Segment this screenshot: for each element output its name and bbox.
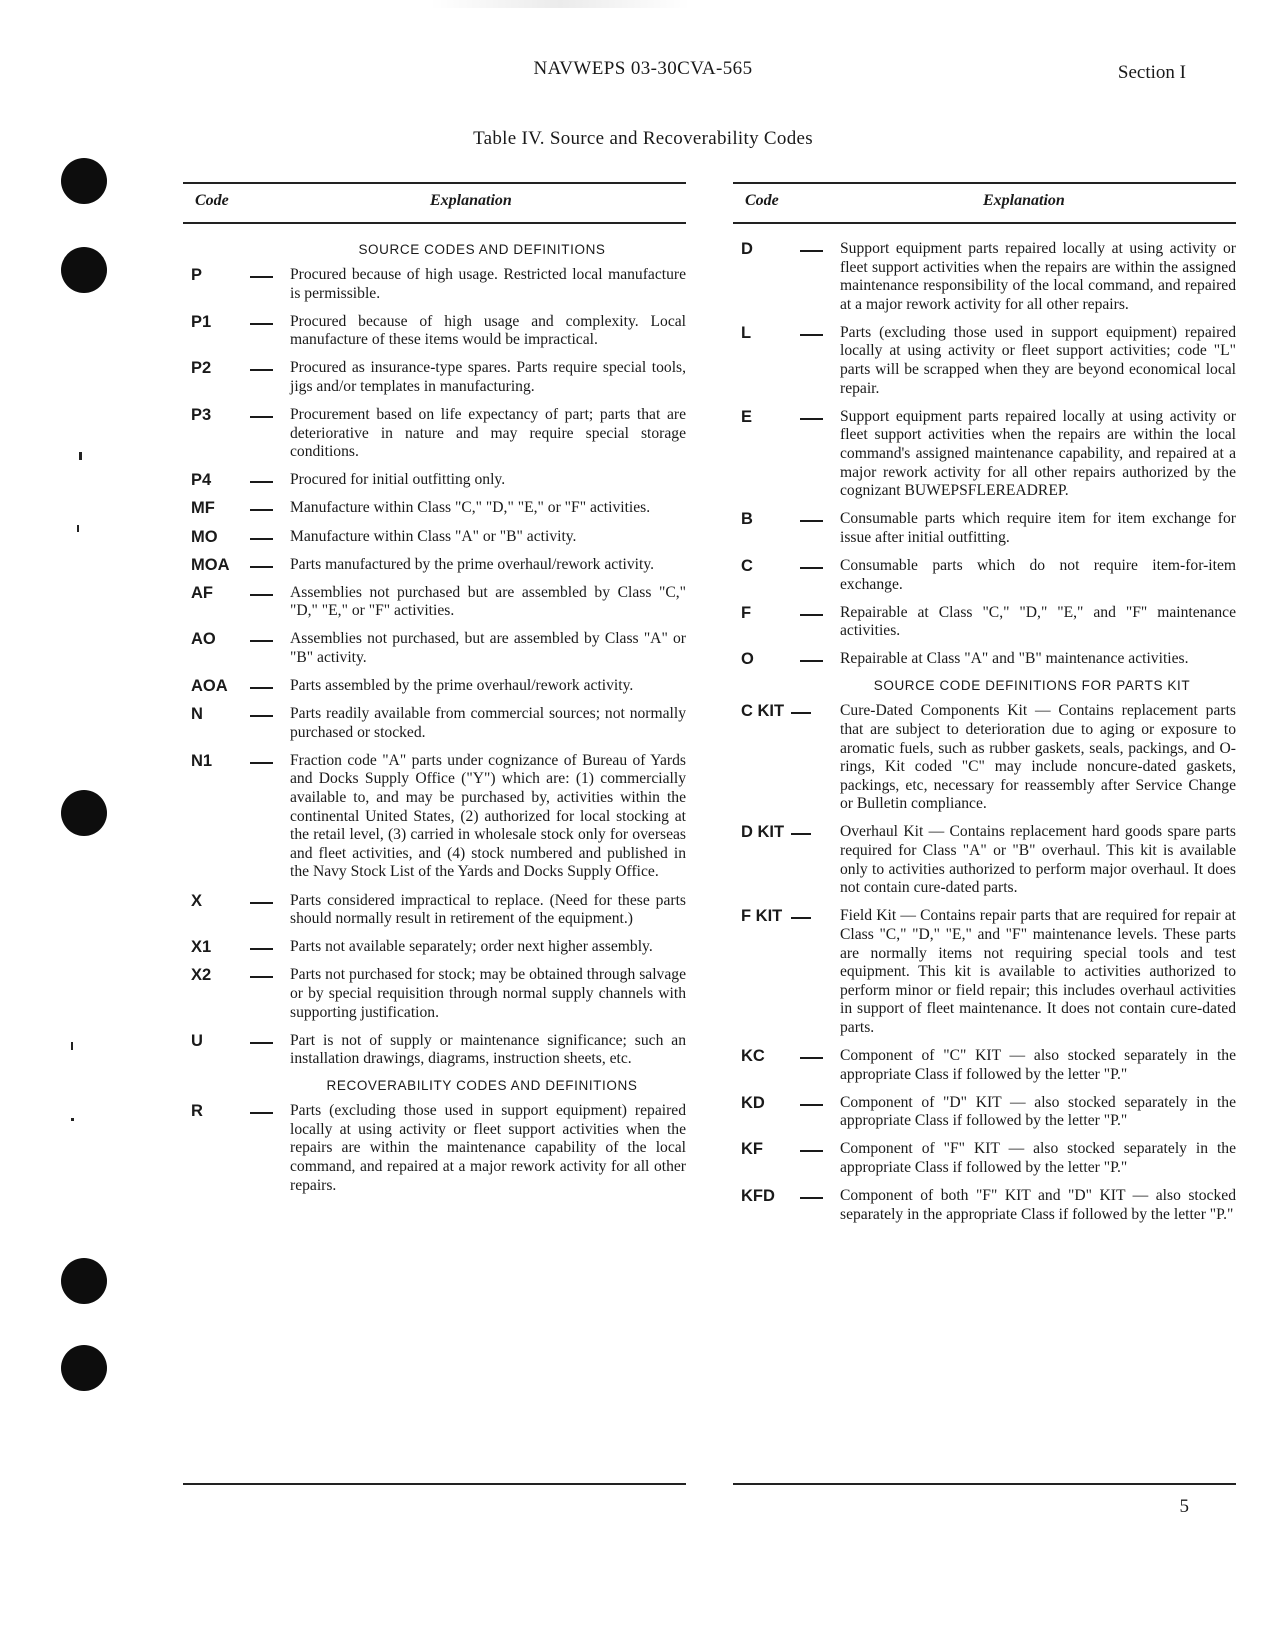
code-entry xyxy=(183,1032,686,1069)
code-entry xyxy=(183,313,686,350)
em-dash-separator xyxy=(250,902,273,904)
column-headers xyxy=(183,192,686,214)
code-label: AOA xyxy=(191,677,228,696)
code-label: C KIT xyxy=(741,702,785,721)
column-headers xyxy=(733,192,1236,214)
code-entry xyxy=(183,677,686,696)
code-label: P2 xyxy=(191,359,212,378)
binder-hole-2 xyxy=(61,247,107,293)
code-explanation: Support equipment parts repaired locally at using activity or fleet support activities when the repairs are within the assigned maintenance responsibility of the local command, and repaired at a major rework activity for all other repairs. xyxy=(840,240,1236,313)
code-entry xyxy=(733,1140,1236,1177)
code-column-header: Code xyxy=(745,192,779,209)
code-entry xyxy=(183,630,686,667)
code-explanation: Parts not available separately; order next higher assembly. xyxy=(290,938,653,956)
code-label: B xyxy=(741,510,753,529)
em-dash-separator xyxy=(250,687,273,689)
code-explanation: Component of "D" KIT — also stocked separately in the appropriate Class if followed by the letter "P." xyxy=(840,1093,1236,1130)
code-label: C xyxy=(741,556,753,575)
em-dash-separator xyxy=(800,660,823,662)
code-explanation: Parts (excluding those used in support equipment) repaired locally at using activity or fleet support activities; code "L" parts will be scrapped when they are beyond economical local repair. xyxy=(840,323,1236,397)
code-entry xyxy=(183,499,686,518)
document-id: NAVWEPS 03-30CVA-565 xyxy=(533,58,753,79)
code-explanation: Overhaul Kit — Contains replacement hard goods spare parts required for Class "A" or "B" overhaul. This kit is available only to activities authorized to perform major overhaul. It does not contain cure-dated parts. xyxy=(840,823,1236,897)
left-column xyxy=(183,182,686,1485)
code-entry xyxy=(183,584,686,621)
code-label: N xyxy=(191,705,203,724)
em-dash-separator xyxy=(800,614,823,616)
code-explanation: Parts assembled by the prime overhaul/rework activity. xyxy=(290,677,634,695)
em-dash-separator xyxy=(250,594,273,596)
em-dash-separator xyxy=(250,948,273,950)
scan-smudge xyxy=(430,0,690,8)
code-label: X1 xyxy=(191,938,212,957)
code-label: X xyxy=(191,891,203,910)
em-dash-separator xyxy=(800,418,823,420)
code-entry xyxy=(733,650,1236,669)
em-dash-separator xyxy=(800,1197,823,1199)
em-dash-separator xyxy=(800,520,823,522)
code-entry xyxy=(183,528,686,547)
explanation-column-header: Explanation xyxy=(430,192,512,209)
code-entry xyxy=(733,907,1236,1037)
code-label: X2 xyxy=(191,966,212,985)
rule xyxy=(733,1483,1236,1485)
code-explanation: Procured because of high usage and complexity. Local manufacture of these items would be impractical. xyxy=(290,312,686,349)
binder-hole-5 xyxy=(61,1345,107,1391)
code-entry xyxy=(183,1102,686,1195)
section-heading: SOURCE CODE DEFINITIONS FOR PARTS KIT xyxy=(873,678,1191,694)
right-column xyxy=(733,182,1236,1485)
em-dash-separator xyxy=(791,917,811,919)
code-entry xyxy=(183,966,686,1022)
section-heading: RECOVERABILITY CODES AND DEFINITIONS xyxy=(326,1078,638,1094)
em-dash-separator xyxy=(250,976,273,978)
em-dash-separator xyxy=(800,1150,823,1152)
binder-hole-4 xyxy=(61,1258,107,1304)
code-entry xyxy=(183,406,686,462)
em-dash-separator xyxy=(250,369,273,371)
em-dash-separator xyxy=(250,640,273,642)
code-explanation: Parts manufactured by the prime overhaul/rework activity. xyxy=(290,555,655,573)
left-column-body xyxy=(183,240,686,1205)
code-entry xyxy=(733,702,1236,814)
code-explanation: Parts not purchased for stock; may be obtained through salvage or by special requisition through normal supply channels with supporting justification. xyxy=(290,966,686,1021)
code-label: D KIT xyxy=(741,823,785,842)
code-label: F KIT xyxy=(741,907,783,926)
code-explanation: Field Kit — Contains repair parts that are required for repair at Class "C," "D," "E," and "F" maintenance levels. These parts are normally items not requiring special tools and test equipment. This kit is available to activities authorized to perform minor or field repair; this includes overhaul activities in support of fleet maintenance. It does not contain cure-dated parts. xyxy=(840,907,1236,1036)
code-entry xyxy=(733,240,1236,314)
code-explanation: Procured for initial outfitting only. xyxy=(290,471,506,489)
code-explanation: Component of "F" KIT — also stocked separately in the appropriate Class if followed by the letter "P." xyxy=(840,1140,1236,1176)
code-explanation: Assemblies not purchased but are assembled by Class "C," "D," "E," or "F" activities. xyxy=(290,583,686,620)
code-entry xyxy=(733,324,1236,398)
code-entry xyxy=(733,823,1236,897)
code-label: R xyxy=(191,1102,203,1121)
code-label: AO xyxy=(191,630,216,649)
code-entry xyxy=(183,359,686,396)
code-label: KD xyxy=(741,1093,765,1112)
code-explanation: Parts (excluding those used in support equipment) repaired locally at using activity or fleet support activities when the repairs are within the maintenance capability of the local command, and repaired at a major rework activity for all other repairs. xyxy=(290,1102,686,1194)
code-label: P xyxy=(191,266,203,284)
code-entry xyxy=(733,510,1236,547)
code-label: F xyxy=(741,603,752,622)
code-entry xyxy=(733,1094,1236,1131)
code-label: KFD xyxy=(741,1187,775,1206)
code-explanation: Fraction code "A" parts under cognizance of Bureau of Yards and Docks Supply Office ("Y") which are: (1) commercially available to, and may be purchased by, activities within the continental United States, (2) authorized for local stocking at the retail level, (3) carried in wholesale stock only for overseas and fleet activities, and (4) stock numbered and published in the Navy Stock List of the Yards and Docks Supply Office. xyxy=(290,751,686,881)
code-explanation: Repairable at Class "C," "D," "E," and "F" maintenance activities. xyxy=(840,603,1236,640)
em-dash-separator xyxy=(250,276,273,278)
table-title: Table IV. Source and Recoverability Codes xyxy=(473,128,813,149)
code-label: KC xyxy=(741,1046,765,1065)
rule xyxy=(183,182,686,184)
code-entry xyxy=(183,471,686,490)
code-entry xyxy=(733,1047,1236,1084)
code-label: L xyxy=(741,323,752,342)
em-dash-separator xyxy=(791,833,811,835)
code-explanation: Consumable parts which require item for item exchange for issue after initial outfitting. xyxy=(840,510,1236,546)
code-explanation: Component of both "F" KIT and "D" KIT — also stocked separately in the appropriate Class if followed by the letter "P." xyxy=(840,1187,1236,1223)
em-dash-separator xyxy=(250,323,273,325)
rule xyxy=(183,1483,686,1485)
code-entry xyxy=(183,938,686,957)
em-dash-separator xyxy=(800,334,823,336)
em-dash-separator xyxy=(800,1104,823,1106)
code-explanation: Procurement based on life expectancy of part; parts that are deteriorative in nature and may require special storage conditions. xyxy=(290,406,686,461)
em-dash-separator xyxy=(250,566,273,568)
code-entry xyxy=(733,557,1236,594)
code-entry xyxy=(183,705,686,742)
code-label: P1 xyxy=(191,312,212,331)
em-dash-separator xyxy=(250,715,273,717)
code-entry xyxy=(733,1187,1236,1224)
em-dash-separator xyxy=(250,416,273,418)
code-explanation: Repairable at Class "A" and "B" maintenance activities. xyxy=(840,650,1189,668)
code-label: O xyxy=(741,650,754,669)
code-explanation: Parts readily available from commercial sources; not normally purchased or stocked. xyxy=(290,705,686,741)
code-explanation: Procured as insurance-type spares. Parts require special tools, jigs and/or templates in manufacturing. xyxy=(290,359,686,395)
code-label: U xyxy=(191,1031,203,1050)
em-dash-separator xyxy=(250,481,273,483)
code-explanation: Cure-Dated Components Kit — Contains replacement parts that are subject to deterioration due to aging or exposure to aromatic fuels, such as rubber gaskets, seals, packings, and O-rings, Kit coded "C" may include noncure-dated gaskets, packings, etc, necessary for reassembly after Service Change or Bulletin compliance. xyxy=(840,702,1236,813)
code-label: N1 xyxy=(191,751,213,770)
em-dash-separator xyxy=(800,567,823,569)
em-dash-separator xyxy=(250,1042,273,1044)
code-label: KF xyxy=(741,1140,763,1159)
code-label: MO xyxy=(191,527,218,546)
section-heading: SOURCE CODES AND DEFINITIONS xyxy=(358,242,606,257)
em-dash-separator xyxy=(791,712,811,714)
code-explanation: Parts considered impractical to replace. (Need for these parts should normally result in retirement of the equipment.) xyxy=(290,891,686,928)
scan-mark xyxy=(79,452,82,460)
binder-hole-1 xyxy=(61,158,107,204)
right-column-body xyxy=(733,240,1236,1234)
code-label: AF xyxy=(191,583,213,602)
code-explanation: Procured because of high usage. Restricted local manufacture is permissible. xyxy=(290,266,686,302)
em-dash-separator xyxy=(800,1057,823,1059)
code-explanation: Support equipment parts repaired locally at using activity or fleet support activities when the repairs are within the local command's assigned maintenance capability, and repaired at a major rework activity for all other repairs authorized by the cognizant BUWEPSFLEREADREP. xyxy=(840,407,1236,500)
explanation-column-header: Explanation xyxy=(983,192,1065,209)
scan-mark xyxy=(77,525,79,532)
code-entry xyxy=(733,604,1236,641)
code-column-header: Code xyxy=(195,192,229,209)
page-number: 5 xyxy=(1179,1496,1189,1517)
code-label: E xyxy=(741,407,753,426)
rule xyxy=(733,222,1236,224)
code-explanation: Assemblies not purchased, but are assembled by Class "A" or "B" activity. xyxy=(290,630,686,666)
code-entry xyxy=(183,266,686,303)
code-label: D xyxy=(741,240,753,258)
scan-mark xyxy=(71,1042,73,1050)
em-dash-separator xyxy=(250,1112,273,1114)
code-entry xyxy=(733,408,1236,501)
code-label: MF xyxy=(191,499,215,518)
rule xyxy=(733,182,1236,184)
code-explanation: Consumable parts which do not require item-for-item exchange. xyxy=(840,556,1236,593)
em-dash-separator xyxy=(250,762,273,764)
code-explanation: Manufacture within Class "A" or "B" activity. xyxy=(290,527,577,545)
code-explanation: Component of "C" KIT — also stocked separately in the appropriate Class if followed by the letter "P." xyxy=(840,1046,1236,1083)
scan-mark xyxy=(71,1118,74,1121)
code-entry xyxy=(183,556,686,575)
binder-hole-3 xyxy=(61,790,107,836)
em-dash-separator xyxy=(250,538,273,540)
em-dash-separator xyxy=(250,509,273,511)
code-entry xyxy=(183,752,686,882)
section-label: Section I xyxy=(1117,62,1186,83)
code-label: P4 xyxy=(191,471,212,490)
code-explanation: Manufacture within Class "C," "D," "E," or "F" activities. xyxy=(290,499,651,517)
code-entry xyxy=(183,892,686,929)
code-label: MOA xyxy=(191,555,230,574)
rule xyxy=(183,222,686,224)
em-dash-separator xyxy=(800,250,823,252)
code-label: P3 xyxy=(191,406,212,425)
code-explanation: Part is not of supply or maintenance significance; such an installation drawings, diagrams, instruction sheets, etc. xyxy=(290,1031,686,1068)
